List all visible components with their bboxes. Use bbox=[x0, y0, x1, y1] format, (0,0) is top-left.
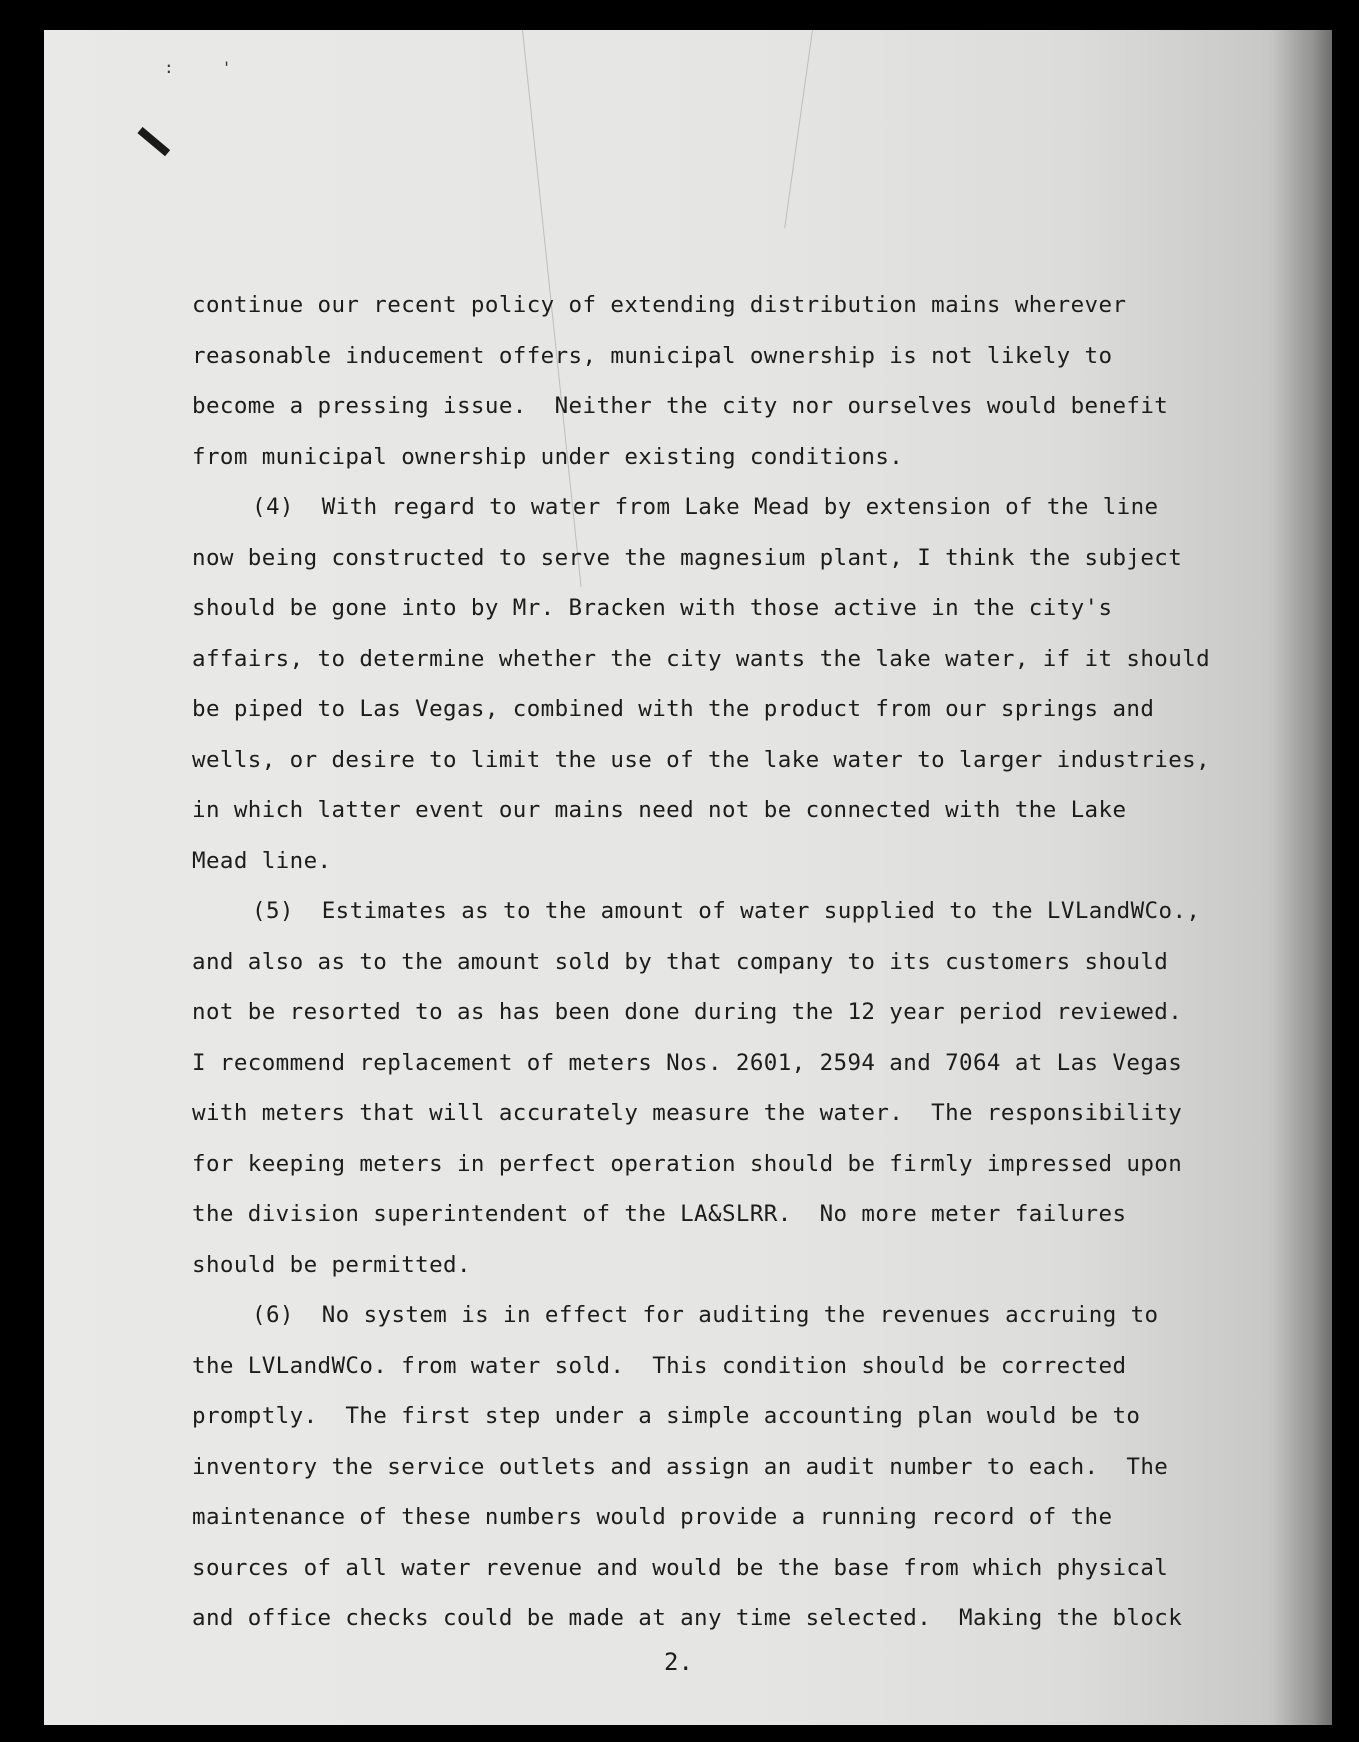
text-line: I recommend replacement of meters Nos. 2601, 2594 and 7064 at Las Vegas bbox=[192, 1049, 1183, 1076]
paragraph-5-start: (5) Estimates as to the amount of water supplied to the LVLandWCo., bbox=[252, 898, 1201, 924]
paragraph-6-start: (6) No system is in effect for auditing the revenues accruing to bbox=[252, 1302, 1159, 1328]
paragraph-4-start: (4) With regard to water from Lake Mead by extension of the line bbox=[252, 494, 1159, 520]
text-line: affairs, to determine whether the city wants the lake water, if it should bbox=[192, 645, 1211, 672]
text-line: for keeping meters in perfect operation should be firmly impressed upon bbox=[192, 1150, 1183, 1177]
text-line: Mead line. bbox=[192, 847, 332, 874]
text-line: become a pressing issue. Neither the city nor ourselves would benefit bbox=[192, 393, 1169, 419]
text-line: from municipal ownership under existing conditions. bbox=[192, 443, 904, 470]
text-line: in which latter event our mains need not be connected with the Lake bbox=[192, 797, 1127, 823]
pen-mark bbox=[137, 127, 170, 156]
text-line: sources of all water revenue and would be the base from which physical bbox=[192, 1554, 1169, 1581]
text-line: now being constructed to serve the magnesium plant, I think the subject bbox=[192, 544, 1183, 571]
corner-marks: : ' bbox=[164, 58, 232, 77]
text-line: inventory the service outlets and assign an audit number to each. The bbox=[192, 1453, 1169, 1480]
typed-body bbox=[192, 280, 1322, 1644]
text-line: and office checks could be made at any time selected. Making the block bbox=[192, 1605, 1183, 1631]
text-line: should be gone into by Mr. Bracken with those active in the city's bbox=[192, 595, 1113, 621]
text-line: continue our recent policy of extending distribution mains wherever bbox=[192, 292, 1127, 318]
text-line: the division superintendent of the LA&SLRR. No more meter failures bbox=[192, 1201, 1127, 1227]
text-line: maintenance of these numbers would provide a running record of the bbox=[192, 1504, 1113, 1530]
text-line: reasonable inducement offers, municipal ownership is not likely to bbox=[192, 342, 1113, 369]
text-line: with meters that will accurately measure the water. The responsibility bbox=[192, 1100, 1183, 1126]
text-line: not be resorted to as has been done during the 12 year period reviewed. bbox=[192, 999, 1183, 1025]
text-line: and also as to the amount sold by that company to its customers should bbox=[192, 948, 1169, 975]
text-line: should be permitted. bbox=[192, 1251, 471, 1278]
page-number: 2. bbox=[664, 1648, 693, 1676]
text-line: the LVLandWCo. from water sold. This condition should be corrected bbox=[192, 1352, 1127, 1379]
fold-line bbox=[784, 30, 813, 228]
text-line: wells, or desire to limit the use of the lake water to larger industries, bbox=[192, 746, 1211, 773]
text-line: promptly. The first step under a simple accounting plan would be to bbox=[192, 1403, 1141, 1429]
text-line: be piped to Las Vegas, combined with the product from our springs and bbox=[192, 696, 1155, 722]
